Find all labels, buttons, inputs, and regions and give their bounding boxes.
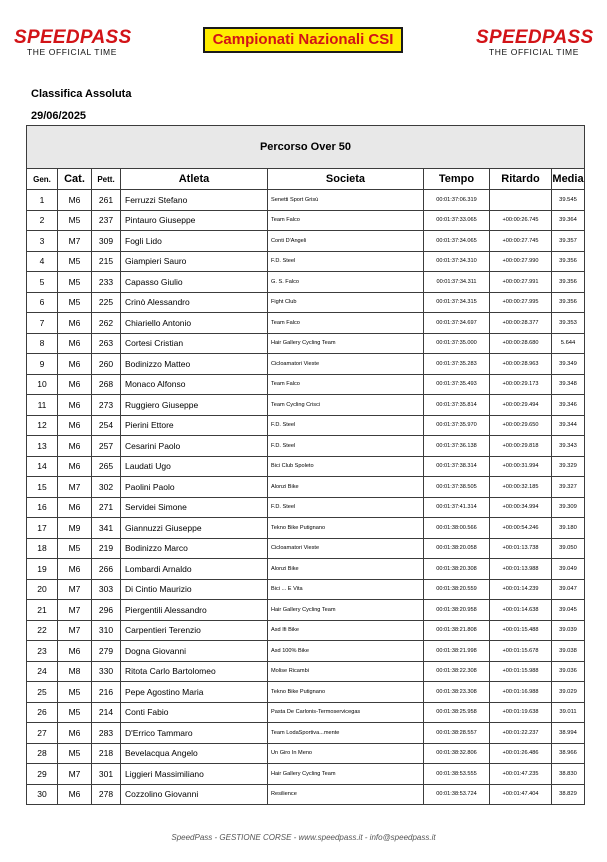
cell-gap: +00:01:14.638 [490, 600, 552, 621]
table-row [27, 292, 585, 313]
cell-bib: 266 [92, 559, 121, 580]
cell-team: Hair Gallery Cycling Team [268, 764, 424, 785]
cell-team: Hair Gallery Cycling Team [268, 333, 424, 354]
cell-team: F.D. Steel [268, 497, 424, 518]
cell-category: M7 [58, 764, 92, 785]
cell-gap: +00:00:31.994 [490, 456, 552, 477]
cell-athlete: Pepe Agostino Maria [121, 682, 268, 703]
cell-gap: +00:00:29.818 [490, 436, 552, 457]
cell-position: 8 [27, 333, 58, 354]
cell-athlete: Bevelacqua Angelo [121, 743, 268, 764]
cell-athlete: Dogna Giovanni [121, 641, 268, 662]
cell-position: 12 [27, 415, 58, 436]
results-body [27, 190, 585, 805]
cell-athlete: Monaco Alfonso [121, 374, 268, 395]
logo-tagline: THE OFFICIAL TIME [488, 47, 579, 57]
cell-gap: +00:00:54.246 [490, 518, 552, 539]
cell-time: 00:01:38:20.308 [424, 559, 490, 580]
cell-team: G. S. Falco [268, 272, 424, 293]
table-row [27, 272, 585, 293]
cell-gap: +00:01:22.237 [490, 723, 552, 744]
col-header-bib: Pett. [92, 169, 121, 190]
cell-time: 00:01:37:38.505 [424, 477, 490, 498]
cell-gap: +00:01:15.678 [490, 641, 552, 662]
cell-team: Tekno Bike Putignano [268, 682, 424, 703]
table-row [27, 661, 585, 682]
cell-time: 00:01:37:34.697 [424, 313, 490, 334]
cell-time: 00:01:38:21.998 [424, 641, 490, 662]
cell-athlete: Piergentili Alessandro [121, 600, 268, 621]
cell-category: M5 [58, 682, 92, 703]
cell-gap: +00:01:15.988 [490, 661, 552, 682]
col-header-time: Tempo [424, 169, 490, 190]
table-row [27, 251, 585, 272]
cell-category: M6 [58, 559, 92, 580]
table-row [27, 559, 585, 580]
report-title: Classifica Assoluta [31, 88, 132, 100]
cell-position: 14 [27, 456, 58, 477]
speedpass-logo-left [14, 28, 130, 58]
cell-team: Team LodaSportiva...mente [268, 723, 424, 744]
table-row [27, 518, 585, 539]
cell-position: 13 [27, 436, 58, 457]
cell-position: 23 [27, 641, 58, 662]
cell-bib: 254 [92, 415, 121, 436]
cell-time: 00:01:37:41.314 [424, 497, 490, 518]
cell-team: Resilience [268, 784, 424, 805]
cell-gap: +00:00:29.494 [490, 395, 552, 416]
cell-position: 9 [27, 354, 58, 375]
cell-category: M5 [58, 702, 92, 723]
cell-time: 00:01:37:33.065 [424, 210, 490, 231]
cell-position: 26 [27, 702, 58, 723]
cell-time: 00:01:37:06.319 [424, 190, 490, 211]
cell-athlete: Cesarini Paolo [121, 436, 268, 457]
cell-gap: +00:00:32.185 [490, 477, 552, 498]
cell-gap: +00:01:26.486 [490, 743, 552, 764]
cell-speed: 39.038 [552, 641, 585, 662]
cell-bib: 257 [92, 436, 121, 457]
cell-athlete: Lombardi Arnaldo [121, 559, 268, 580]
cell-category: M6 [58, 313, 92, 334]
cell-speed: 39.364 [552, 210, 585, 231]
cell-time: 00:01:38:21.808 [424, 620, 490, 641]
cell-time: 00:01:37:35.000 [424, 333, 490, 354]
cell-bib: 330 [92, 661, 121, 682]
cell-position: 11 [27, 395, 58, 416]
cell-athlete: Laudati Ugo [121, 456, 268, 477]
table-row [27, 497, 585, 518]
cell-team: Tekno Bike Putignano [268, 518, 424, 539]
cell-time: 00:01:38:20.058 [424, 538, 490, 559]
cell-category: M6 [58, 723, 92, 744]
cell-category: M6 [58, 641, 92, 662]
cell-bib: 233 [92, 272, 121, 293]
cell-category: M7 [58, 231, 92, 252]
cell-team: Asd 100% Bike [268, 641, 424, 662]
cell-position: 6 [27, 292, 58, 313]
cell-category: M5 [58, 538, 92, 559]
table-row [27, 641, 585, 662]
cell-athlete: Giampieri Sauro [121, 251, 268, 272]
cell-time: 00:01:38:23.308 [424, 682, 490, 703]
cell-gap: +00:00:26.745 [490, 210, 552, 231]
cell-category: M6 [58, 497, 92, 518]
cell-speed: 39.029 [552, 682, 585, 703]
cell-gap: +00:01:19.638 [490, 702, 552, 723]
cell-gap: +00:00:28.963 [490, 354, 552, 375]
cell-position: 4 [27, 251, 58, 272]
cell-category: M6 [58, 784, 92, 805]
cell-position: 10 [27, 374, 58, 395]
cell-bib: 262 [92, 313, 121, 334]
cell-category: M5 [58, 210, 92, 231]
cell-position: 3 [27, 231, 58, 252]
cell-time: 00:01:38:53.555 [424, 764, 490, 785]
table-row [27, 333, 585, 354]
cell-bib: 237 [92, 210, 121, 231]
cell-team: Team Falco [268, 313, 424, 334]
cell-speed: 39.344 [552, 415, 585, 436]
cell-bib: 279 [92, 641, 121, 662]
cell-category: M9 [58, 518, 92, 539]
cell-position: 25 [27, 682, 58, 703]
cell-speed: 39.346 [552, 395, 585, 416]
cell-position: 28 [27, 743, 58, 764]
cell-category: M6 [58, 436, 92, 457]
table-row [27, 600, 585, 621]
cell-speed: 39.309 [552, 497, 585, 518]
cell-athlete: Liggieri Massimiliano [121, 764, 268, 785]
cell-time: 00:01:37:35.970 [424, 415, 490, 436]
speedpass-logo-right [476, 28, 592, 58]
cell-speed: 5.644 [552, 333, 585, 354]
cell-speed: 39.049 [552, 559, 585, 580]
cell-bib: 265 [92, 456, 121, 477]
cell-category: M7 [58, 600, 92, 621]
cell-gap: +00:00:28.377 [490, 313, 552, 334]
cell-speed: 39.047 [552, 579, 585, 600]
table-row [27, 764, 585, 785]
cell-position: 21 [27, 600, 58, 621]
cell-speed: 39.348 [552, 374, 585, 395]
cell-gap: +00:01:13.738 [490, 538, 552, 559]
table-row [27, 395, 585, 416]
cell-bib: 214 [92, 702, 121, 723]
table-row [27, 682, 585, 703]
cell-athlete: Crinò Alessandro [121, 292, 268, 313]
table-row [27, 374, 585, 395]
table-row [27, 620, 585, 641]
cell-speed: 39.353 [552, 313, 585, 334]
category-header-row [27, 126, 585, 169]
table-row [27, 436, 585, 457]
cell-speed: 39.036 [552, 661, 585, 682]
cell-bib: 273 [92, 395, 121, 416]
table-row [27, 723, 585, 744]
cell-speed: 39.343 [552, 436, 585, 457]
cell-gap: +00:00:29.650 [490, 415, 552, 436]
cell-speed: 38.829 [552, 784, 585, 805]
cell-position: 29 [27, 764, 58, 785]
table-row [27, 210, 585, 231]
cell-category: M6 [58, 374, 92, 395]
logo-brand-text: SPEEDPASS [14, 27, 132, 48]
col-header-gap: Ritardo [490, 169, 552, 190]
cell-bib: 271 [92, 497, 121, 518]
cell-time: 00:01:38:20.958 [424, 600, 490, 621]
cell-bib: 303 [92, 579, 121, 600]
cell-category: M7 [58, 620, 92, 641]
cell-athlete: Pierini Ettore [121, 415, 268, 436]
cell-bib: 260 [92, 354, 121, 375]
cell-position: 27 [27, 723, 58, 744]
cell-time: 00:01:37:34.065 [424, 231, 490, 252]
cell-speed: 39.039 [552, 620, 585, 641]
col-header-pos: Gen. [27, 169, 58, 190]
cell-athlete: Servidei Simone [121, 497, 268, 518]
cell-bib: 302 [92, 477, 121, 498]
cell-gap: +00:01:14.239 [490, 579, 552, 600]
cell-team: Pasta De Carlonis-Termoservicegas [268, 702, 424, 723]
cell-gap: +00:00:29.173 [490, 374, 552, 395]
cell-speed: 39.356 [552, 272, 585, 293]
cell-athlete: Paolini Paolo [121, 477, 268, 498]
cell-team: Senetti Sport Grisù [268, 190, 424, 211]
cell-time: 00:01:38:22.308 [424, 661, 490, 682]
cell-athlete: Bodinizzo Matteo [121, 354, 268, 375]
cell-gap: +00:01:13.988 [490, 559, 552, 580]
table-row [27, 456, 585, 477]
cell-category: M6 [58, 415, 92, 436]
table-row [27, 579, 585, 600]
cell-position: 19 [27, 559, 58, 580]
cell-team: Hair Gallery Cycling Team [268, 600, 424, 621]
cell-time: 00:01:37:34.311 [424, 272, 490, 293]
cell-position: 1 [27, 190, 58, 211]
cell-team: Team Falco [268, 210, 424, 231]
cell-speed: 39.050 [552, 538, 585, 559]
cell-team: F.D. Steel [268, 436, 424, 457]
cell-gap: +00:00:27.990 [490, 251, 552, 272]
cell-athlete: Cozzolino Giovanni [121, 784, 268, 805]
cell-speed: 38.830 [552, 764, 585, 785]
results-table [26, 125, 585, 805]
cell-bib: 218 [92, 743, 121, 764]
cell-bib: 296 [92, 600, 121, 621]
cell-gap: +00:00:27.995 [490, 292, 552, 313]
cell-athlete: Carpentieri Terenzio [121, 620, 268, 641]
cell-time: 00:01:37:36.138 [424, 436, 490, 457]
table-row [27, 313, 585, 334]
cell-team: Team Falco [268, 374, 424, 395]
cell-athlete: Ruggiero Giuseppe [121, 395, 268, 416]
table-row [27, 354, 585, 375]
cell-bib: 309 [92, 231, 121, 252]
cell-category: M6 [58, 190, 92, 211]
race-date: 29/06/2025 [31, 110, 87, 122]
cell-time: 00:01:37:35.283 [424, 354, 490, 375]
cell-speed: 39.329 [552, 456, 585, 477]
cell-position: 20 [27, 579, 58, 600]
cell-category: M6 [58, 395, 92, 416]
col-header-speed: Media [552, 169, 585, 190]
cell-team: Team Cycling Crisci [268, 395, 424, 416]
cell-speed: 38.966 [552, 743, 585, 764]
cell-category: M7 [58, 477, 92, 498]
cell-team: Fight Club [268, 292, 424, 313]
cell-gap: +00:00:28.680 [490, 333, 552, 354]
cell-gap [490, 190, 552, 211]
cell-gap: +00:01:47.235 [490, 764, 552, 785]
col-header-athlete: Atleta [121, 169, 268, 190]
table-row [27, 784, 585, 805]
cell-speed: 39.327 [552, 477, 585, 498]
event-title-banner: Campionati Nazionali CSI [203, 27, 403, 53]
cell-position: 7 [27, 313, 58, 334]
table-row [27, 702, 585, 723]
cell-bib: 216 [92, 682, 121, 703]
cell-gap: +00:00:27.745 [490, 231, 552, 252]
cell-team: Molise Ricambi [268, 661, 424, 682]
cell-team: Bici Club Spoleto [268, 456, 424, 477]
cell-category: M6 [58, 354, 92, 375]
cell-position: 17 [27, 518, 58, 539]
cell-bib: 268 [92, 374, 121, 395]
cell-position: 30 [27, 784, 58, 805]
cell-bib: 341 [92, 518, 121, 539]
cell-bib: 301 [92, 764, 121, 785]
cell-time: 00:01:37:34.315 [424, 292, 490, 313]
cell-time: 00:01:38:20.559 [424, 579, 490, 600]
footer-text: SpeedPass - GESTIONE CORSE - www.speedpass.it - info@speedpass.it [171, 833, 436, 842]
cell-category: M5 [58, 292, 92, 313]
cell-team: F.D. Steel [268, 251, 424, 272]
cell-gap: +00:00:34.994 [490, 497, 552, 518]
cell-bib: 283 [92, 723, 121, 744]
table-row [27, 477, 585, 498]
cell-bib: 278 [92, 784, 121, 805]
cell-time: 00:01:38:32.806 [424, 743, 490, 764]
cell-athlete: D'Errico Tammaro [121, 723, 268, 744]
logo-tagline: THE OFFICIAL TIME [26, 47, 117, 57]
cell-time: 00:01:37:35.493 [424, 374, 490, 395]
cell-bib: 225 [92, 292, 121, 313]
table-row [27, 231, 585, 252]
table-row [27, 190, 585, 211]
table-row [27, 538, 585, 559]
cell-speed: 39.180 [552, 518, 585, 539]
cell-athlete: Capasso Giulio [121, 272, 268, 293]
column-header-row [27, 169, 585, 190]
category-title: Percorso Over 50 [27, 126, 585, 169]
cell-athlete: Ritota Carlo Bartolomeo [121, 661, 268, 682]
cell-category: M5 [58, 743, 92, 764]
cell-team: Asd Ifi Bike [268, 620, 424, 641]
cell-athlete: Cortesi Cristian [121, 333, 268, 354]
cell-position: 15 [27, 477, 58, 498]
cell-category: M7 [58, 579, 92, 600]
cell-speed: 39.356 [552, 251, 585, 272]
cell-team: Conti D'Angeli [268, 231, 424, 252]
cell-gap: +00:01:15.488 [490, 620, 552, 641]
cell-position: 16 [27, 497, 58, 518]
cell-gap: +00:01:47.404 [490, 784, 552, 805]
cell-athlete: Chiariello Antonio [121, 313, 268, 334]
cell-speed: 38.994 [552, 723, 585, 744]
cell-team: Alonzi Bike [268, 477, 424, 498]
cell-athlete: Giannuzzi Giuseppe [121, 518, 268, 539]
cell-position: 18 [27, 538, 58, 559]
cell-speed: 39.356 [552, 292, 585, 313]
cell-bib: 261 [92, 190, 121, 211]
cell-speed: 39.357 [552, 231, 585, 252]
col-header-cat: Cat. [58, 169, 92, 190]
cell-time: 00:01:37:35.814 [424, 395, 490, 416]
cell-time: 00:01:38:25.958 [424, 702, 490, 723]
cell-position: 2 [27, 210, 58, 231]
cell-time: 00:01:37:38.314 [424, 456, 490, 477]
cell-speed: 39.349 [552, 354, 585, 375]
cell-team: Un Giro In Meno [268, 743, 424, 764]
logo-brand-text: SPEEDPASS [476, 27, 594, 48]
cell-category: M5 [58, 272, 92, 293]
cell-team: Alonzi Bike [268, 559, 424, 580]
cell-athlete: Fogli Lido [121, 231, 268, 252]
table-row [27, 415, 585, 436]
cell-time: 00:01:37:34.310 [424, 251, 490, 272]
cell-bib: 263 [92, 333, 121, 354]
cell-speed: 39.011 [552, 702, 585, 723]
cell-category: M5 [58, 251, 92, 272]
cell-position: 24 [27, 661, 58, 682]
cell-bib: 310 [92, 620, 121, 641]
cell-speed: 39.045 [552, 600, 585, 621]
cell-team: F.D. Steel [268, 415, 424, 436]
table-row [27, 743, 585, 764]
cell-team: Cicloamatori Vieste [268, 538, 424, 559]
cell-gap: +00:00:27.991 [490, 272, 552, 293]
cell-team: Cicloamatori Vieste [268, 354, 424, 375]
cell-category: M6 [58, 333, 92, 354]
cell-bib: 219 [92, 538, 121, 559]
cell-bib: 215 [92, 251, 121, 272]
cell-speed: 39.545 [552, 190, 585, 211]
cell-athlete: Pintauro Giuseppe [121, 210, 268, 231]
cell-category: M6 [58, 456, 92, 477]
cell-time: 00:01:38:28.557 [424, 723, 490, 744]
cell-team: Bici ... E Vita [268, 579, 424, 600]
cell-athlete: Bodinizzo Marco [121, 538, 268, 559]
cell-category: M8 [58, 661, 92, 682]
cell-position: 22 [27, 620, 58, 641]
cell-time: 00:01:38:53.724 [424, 784, 490, 805]
cell-time: 00:01:38:00.566 [424, 518, 490, 539]
cell-athlete: Conti Fabio [121, 702, 268, 723]
cell-athlete: Ferruzzi Stefano [121, 190, 268, 211]
cell-gap: +00:01:16.988 [490, 682, 552, 703]
cell-athlete: Di Cintio Maurizio [121, 579, 268, 600]
cell-position: 5 [27, 272, 58, 293]
col-header-team: Societa [268, 169, 424, 190]
